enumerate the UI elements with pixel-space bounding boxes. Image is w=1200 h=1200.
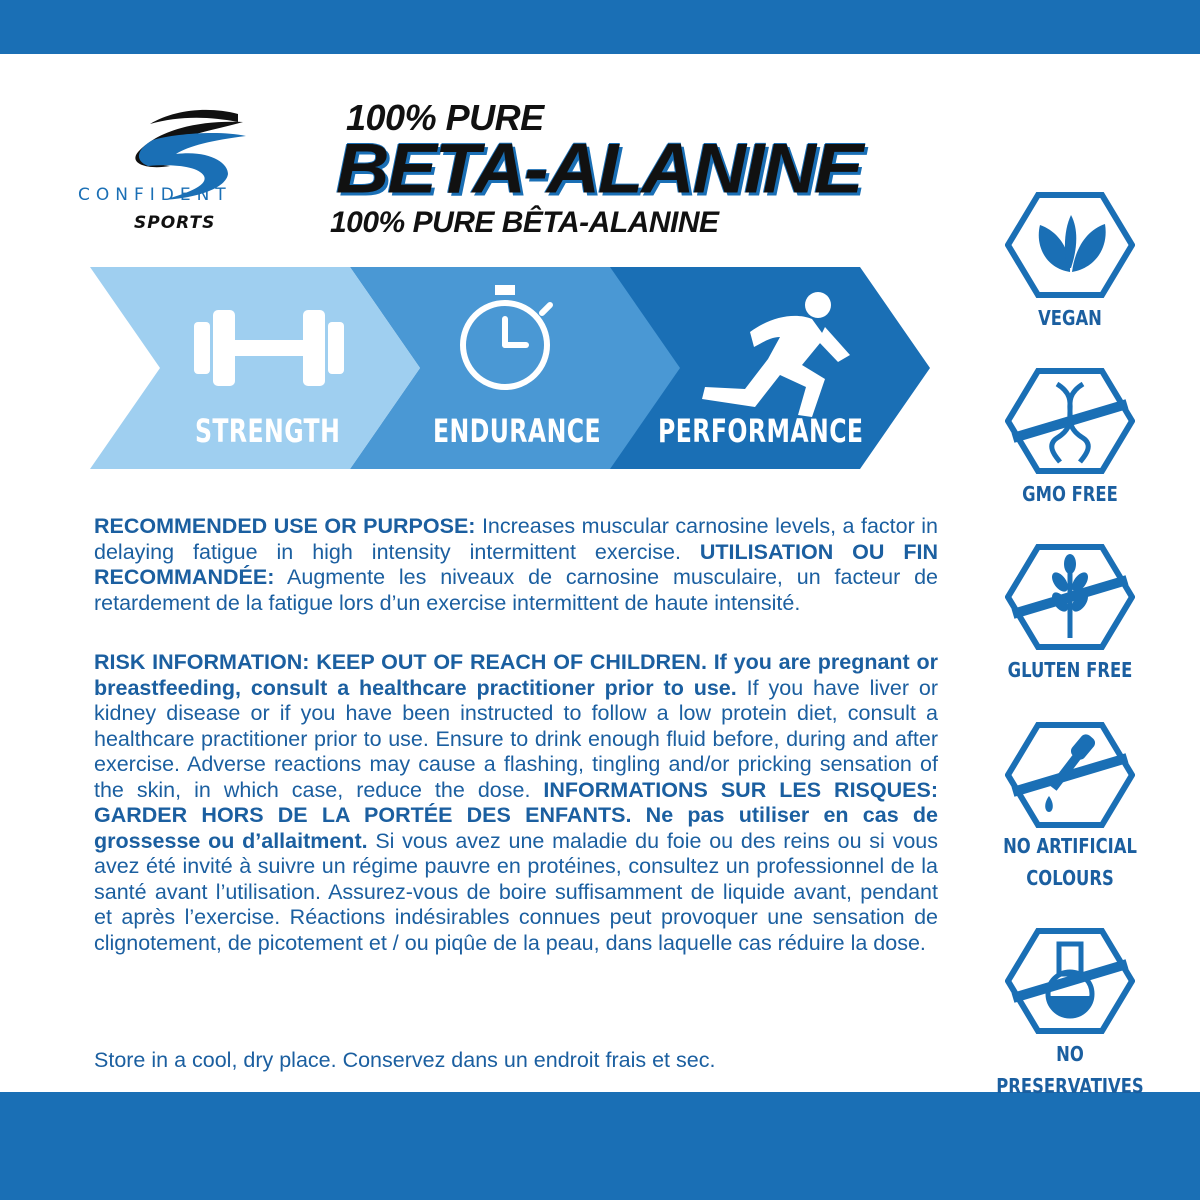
storage-text: Store in a cool, dry place. Conservez dans un endroit frais et sec. (94, 1048, 716, 1072)
dna-icon (1005, 366, 1135, 476)
use-heading-fr: UTILISATION OU FIN RECOMMANDÉE: (94, 539, 938, 589)
brand-subname: SPORTS (134, 213, 216, 233)
use-heading-en: RECOMMENDED USE OR PURPOSE: (94, 514, 476, 538)
badge-no-artificial-label-2: COLOURS (1026, 866, 1114, 890)
title-line-1: 100% PURE (346, 97, 544, 138)
badge-gluten-free (1005, 542, 1135, 682)
badge-gluten-free-label: GLUTEN FREE (1007, 658, 1133, 682)
badge-no-preservatives (996, 926, 1144, 1098)
flask-icon (1005, 926, 1135, 1036)
bottom-band (0, 1092, 1200, 1200)
badge-no-artificial-label-1: NO ARTIFICIAL (1003, 834, 1137, 858)
risk-information-text (94, 650, 938, 956)
product-title: BETA-ALANINE (336, 128, 862, 208)
use-body-fr: Augmente les niveaux de carnosine musculaire, un facteur de retardement de la fatigue lors d’un exercise intermittent de haute intensité. (94, 565, 938, 615)
leaves-icon (1005, 190, 1135, 300)
dropper-icon (1005, 720, 1135, 830)
endurance-label: ENDURANCE (433, 412, 602, 450)
title-french: 100% PURE BÊTA-ALANINE (330, 206, 719, 239)
badge-gmo-free (1005, 366, 1135, 506)
badge-no-artificial-colours (1003, 720, 1137, 890)
top-band (0, 0, 1200, 54)
risk-bold-fr: INFORMATIONS SUR LES RISQUES: GARDER HORS DE LA PORTÉE DES ENFANTS. Ne pas utiliser en cas de grossesse ou d’allaitment. (94, 777, 938, 853)
badge-no-preservatives-label: NO PRESERVATIVES (996, 1042, 1144, 1098)
use-body-en: Increases muscular carnosine levels, a factor in delaying fatigue in high intensity intermittent exercise. (94, 514, 938, 564)
badge-vegan-label: VEGAN (1038, 306, 1102, 330)
performance-label: PERFORMANCE (658, 412, 864, 450)
risk-body-en: If you have liver or kidney disease or if you have been instructed to follow a low protein diet, consult a healthcare practitioner prior to use. Ensure to drink enough fluid before, during and after exercise. Adverse reactions may cause a flashing, tingling and/or pricking sensation of the skin, in which case, reduce the dose. (94, 675, 939, 802)
brand-name: CONFIDENT (78, 185, 232, 205)
risk-body-fr: Si vous avez une maladie du foie ou des reins ou si vous avez été invité à suivre un régime pauvre en protéines, consultez un professionnel de la santé avant l’utilisation. Assurez-vous de boire suffisamment de liquide avant, pendant et après l’exercise. Réactions indésirables connues peut provoquer une sensation de clignotement, de picotement et / ou piqûe de la peau, dans laquelle cas réduire la dose. (94, 828, 938, 955)
risk-bold-en: RISK INFORMATION: KEEP OUT OF REACH OF CHILDREN. If you are pregnant or breastfeeding, consult a healthcare practitioner prior to use. (94, 650, 938, 700)
badge-vegan (1005, 190, 1135, 330)
badge-gmo-free-label: GMO FREE (1022, 482, 1118, 506)
strength-label: STRENGTH (195, 412, 341, 450)
wheat-icon (1005, 542, 1135, 652)
recommended-use-text (94, 514, 938, 616)
